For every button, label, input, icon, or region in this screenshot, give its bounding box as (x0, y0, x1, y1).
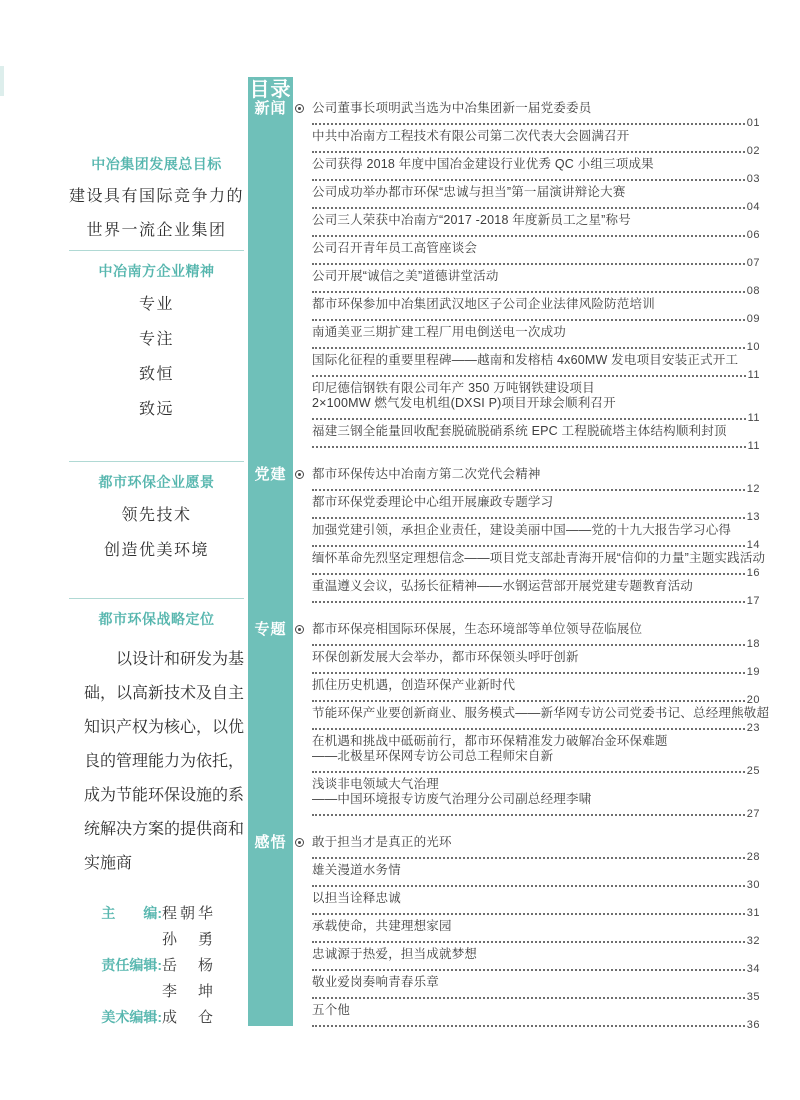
toc-entry-page-number: 27 (746, 808, 760, 820)
sidebar-divider (69, 461, 244, 462)
credit-person-name: 李 坤 (162, 983, 217, 1000)
leader-dots (312, 347, 745, 349)
toc-section (254, 834, 760, 1031)
toc-entry-title (312, 975, 760, 990)
toc-entry-title-line: 都市环保参加中冶集团武汉地区子公司企业法律风险防范培训 (312, 297, 655, 311)
credit-row (96, 1006, 216, 1032)
credit-person-name: 岳 杨 (162, 957, 217, 974)
toc-section-label: 感悟 (254, 834, 287, 851)
leader-dots (312, 601, 745, 603)
leader-dots (312, 517, 745, 519)
toc-entry-title-line: 国际化征程的重要里程碑——越南和发榕桔 4x60MW 发电项目安装正式开工 (312, 353, 739, 367)
credit-role-label: 主 编: (101, 905, 162, 921)
leader-dots (312, 941, 745, 943)
toc-list (254, 100, 770, 1031)
toc-entry-title (312, 325, 760, 340)
leader-dots (312, 644, 745, 646)
toc-entry-title (312, 835, 760, 850)
toc-entry-title-line: 公司董事长项明武当选为中冶集团新一届党委委员 (312, 101, 592, 115)
toc-entry[interactable] (312, 353, 760, 381)
toc-entry-leader (312, 144, 760, 157)
leader-dots (312, 1025, 745, 1027)
toc-entry-title-line: 敬业爱岗奏响青春乐章 (312, 975, 440, 989)
toc-entry-title-line: 忠诚源于热爱，担当成就梦想 (312, 947, 478, 961)
toc-section-entries (312, 622, 770, 820)
toc-entry[interactable] (312, 891, 760, 919)
sidebar-text-line: 领先技术 (121, 507, 192, 524)
toc-entry-title (312, 353, 760, 368)
sidebar-text-line: 世界一流企业集团 (86, 222, 227, 239)
toc-entry-title-line: 加强党建引领，承担企业责任，建设美丽中国——党的十九大报告学习心得 (312, 523, 732, 537)
leader-dots (312, 969, 745, 971)
toc-section-entries (312, 101, 760, 452)
sidebar-block (65, 263, 248, 419)
toc-entry-title-line: ——中国环境报专访废气治理分公司副总经理李啸 (312, 792, 592, 806)
sidebar-block (65, 474, 248, 560)
toc-entry[interactable] (312, 269, 760, 297)
toc-entry-title-line: 公司成功举办都市环保“忠诚与担当”第一届演讲辩论大赛 (312, 185, 626, 199)
toc-entry[interactable] (312, 706, 770, 734)
credit-row (96, 980, 216, 1006)
toc-entry-title-line: 中共中冶南方工程技术有限公司第二次代表大会圆满召开 (312, 129, 630, 143)
toc-entry-page-number: 04 (746, 201, 760, 213)
toc-entry-title-line: 公司开展“诚信之美”道德讲堂活动 (312, 269, 499, 283)
toc-entry-title-line: 都市环保亮相国际环保展，生态环境部等单位领导莅临展位 (312, 622, 643, 636)
toc-entry[interactable] (312, 947, 760, 975)
leader-dots (312, 573, 745, 575)
toc-entry-title (312, 467, 760, 482)
leader-dots (312, 913, 745, 915)
toc-section (254, 621, 770, 820)
sidebar-divider (69, 598, 244, 599)
leader-dots (312, 207, 745, 209)
toc-entry-title (312, 678, 760, 693)
toc-entry-leader (312, 411, 760, 424)
toc-entry[interactable] (312, 495, 760, 523)
sidebar-block-body (65, 643, 248, 881)
sidebar-block-body (65, 507, 248, 560)
leader-dots (312, 123, 745, 125)
toc-entry[interactable] (312, 622, 760, 650)
toc-entry-page-number: 13 (746, 511, 760, 523)
toc-entry-title (312, 129, 760, 144)
page-corner-mark (0, 66, 4, 96)
toc-entry-title (312, 269, 760, 284)
toc-entry-page-number: 20 (746, 694, 760, 706)
sidebar (65, 156, 248, 881)
leader-dots (312, 885, 745, 887)
leader-dots (312, 771, 745, 773)
toc-entry-leader (312, 482, 760, 495)
toc-entry-title (312, 863, 760, 878)
sidebar-text-line: 致恒 (138, 366, 174, 383)
leader-dots (312, 418, 746, 420)
credit-person-name: 孙 勇 (162, 931, 217, 948)
toc-entry[interactable] (312, 241, 760, 269)
leader-dots (312, 489, 745, 491)
toc-entry-leader (312, 878, 760, 891)
sidebar-block (65, 156, 248, 240)
toc-entry-title-line: 公司三人荣获中冶南方“2017 -2018 年度新员工之星”称号 (312, 213, 631, 227)
credit-person-name: 程朝华 (162, 905, 217, 922)
sidebar-text-line: 专业 (138, 296, 174, 313)
leader-dots (312, 375, 746, 377)
toc-entry-page-number: 17 (746, 595, 760, 607)
toc-entry-page-number: 18 (746, 638, 760, 650)
toc-entry-page-number: 11 (747, 412, 760, 424)
toc-entry-title (312, 1003, 760, 1018)
toc-entry-title (312, 297, 760, 312)
toc-entry-title-line: 浅谈非电领域大气治理 (312, 777, 440, 791)
toc-entry-title (312, 579, 760, 594)
toc-entry-page-number: 31 (746, 907, 760, 919)
toc-entry-page-number: 36 (746, 1019, 760, 1031)
toc-entry[interactable] (312, 678, 760, 706)
leader-dots (312, 814, 745, 816)
toc-section-entries (312, 467, 766, 607)
credit-person-name: 成 仓 (162, 1009, 217, 1026)
toc-entry[interactable] (312, 919, 760, 947)
toc-entry-title-line: 福建三钢全能量回收配套脱硫脱硝系统 EPC 工程脱硫塔主体结构顺利封顶 (312, 424, 727, 438)
toc-entry-title (312, 157, 760, 172)
leader-dots (312, 319, 745, 321)
toc-entry-page-number: 09 (746, 313, 760, 325)
toc-entry-title (312, 213, 760, 228)
toc-section-label: 党建 (254, 466, 287, 483)
toc-entry-title-line: 印尼德信钢铁有限公司年产 350 万吨钢铁建设项目 (312, 381, 595, 395)
toc-entry-leader (312, 566, 760, 579)
toc-entry[interactable] (312, 835, 760, 863)
leader-dots (312, 151, 745, 153)
section-color-band (248, 77, 293, 1026)
toc-entry[interactable] (312, 297, 760, 325)
toc-entry-page-number: 07 (746, 257, 760, 269)
editor-credits (96, 902, 216, 1032)
toc-entry-leader (312, 439, 760, 452)
credit-row (96, 954, 216, 980)
toc-entry-page-number: 10 (746, 341, 760, 353)
leader-dots (312, 235, 745, 237)
leader-dots (312, 857, 745, 859)
toc-entry-leader (312, 637, 760, 650)
leader-dots (312, 700, 745, 702)
toc-section-label: 专题 (254, 621, 287, 638)
toc-entry-page-number: 11 (747, 440, 760, 452)
toc-entry-page-number: 28 (746, 851, 760, 863)
leader-dots (312, 446, 746, 448)
toc-entry-page-number: 16 (746, 567, 760, 579)
toc-entry[interactable] (312, 101, 760, 129)
toc-entry-title-line: 抓住历史机遇，创造环保产业新时代 (312, 678, 516, 692)
toc-entry-page-number: 25 (746, 765, 760, 777)
sidebar-text-line: 建设具有国际竞争力的 (68, 188, 244, 205)
toc-entry-title (312, 101, 760, 116)
sidebar-text-line: 致远 (138, 401, 174, 418)
leader-dots (312, 545, 745, 547)
toc-entry-title-line: 南通美亚三期扩建工程厂用电倒送电一次成功 (312, 325, 567, 339)
toc-section-entries (312, 835, 760, 1031)
toc-entry-title (312, 424, 760, 439)
leader-dots (312, 728, 745, 730)
toc-entry-leader (312, 172, 760, 185)
toc-entry-page-number: 34 (746, 963, 760, 975)
toc-entry-title-line: 都市环保传达中冶南方第二次党代会精神 (312, 467, 541, 481)
toc-entry-leader (312, 850, 760, 863)
toc-entry-title-line: 都市环保党委理论中心组开展廉政专题学习 (312, 495, 554, 509)
toc-entry-leader (312, 200, 760, 213)
toc-entry-title (312, 891, 760, 906)
sidebar-block-body (65, 296, 248, 419)
toc-entry-leader (312, 764, 760, 777)
toc-entry-title-line: 节能环保产业要创新商业、服务模式——新华网专访公司党委书记、总经理熊敬超 (312, 706, 770, 720)
toc-entry[interactable] (312, 325, 760, 353)
toc-entry-leader (312, 934, 760, 947)
toc-entry[interactable] (312, 467, 760, 495)
toc-entry-page-number: 11 (747, 369, 760, 381)
toc-entry-title (312, 551, 766, 566)
toc-entry-title (312, 706, 770, 721)
toc-entry-leader (312, 693, 760, 706)
toc-entry-title-line: 五个他 (312, 1003, 351, 1017)
toc-entry[interactable] (312, 1003, 760, 1031)
toc-entry-title (312, 947, 760, 962)
section-bullet-icon (295, 838, 304, 847)
toc-page-title: 目录 (249, 79, 292, 101)
toc-entry[interactable] (312, 213, 760, 241)
toc-entry-page-number: 06 (746, 229, 760, 241)
sidebar-text-line: 创造优美环境 (103, 542, 209, 559)
toc-entry[interactable] (312, 523, 760, 551)
toc-entry[interactable] (312, 863, 760, 891)
toc-entry[interactable] (312, 975, 760, 1003)
toc-entry-leader (312, 538, 760, 551)
credit-role-label: 美术编辑: (101, 1009, 162, 1025)
toc-entry-leader (312, 665, 760, 678)
toc-entry-page-number: 30 (746, 879, 760, 891)
toc-entry-leader (312, 284, 760, 297)
toc-entry-title (312, 523, 760, 538)
toc-entry-title-line: 公司召开青年员工高管座谈会 (312, 241, 478, 255)
section-bullet-icon (295, 625, 304, 634)
toc-entry-page-number: 32 (746, 935, 760, 947)
toc-entry-title-line: 重温遵义会议，弘扬长征精神——水钢运营部开展党建专题教育活动 (312, 579, 694, 593)
toc-entry-title (312, 241, 760, 256)
toc-entry-leader (312, 256, 760, 269)
toc-entry-title-line: 以担当诠释忠诚 (312, 891, 401, 905)
toc-entry-page-number: 35 (746, 991, 760, 1003)
toc-entry-leader (312, 510, 760, 523)
toc-entry-title (312, 495, 760, 510)
toc-entry-leader (312, 807, 760, 820)
section-bullet-icon (295, 104, 304, 113)
leader-dots (312, 997, 745, 999)
toc-entry-page-number: 01 (746, 117, 760, 129)
sidebar-block-heading: 中冶南方企业精神 (98, 263, 215, 279)
toc-entry-leader (312, 721, 760, 734)
toc-entry-leader (312, 228, 760, 241)
sidebar-block-heading: 都市环保企业愿景 (98, 474, 215, 490)
toc-entry[interactable] (312, 381, 760, 424)
sidebar-block (65, 611, 248, 881)
toc-entry-page-number: 12 (746, 483, 760, 495)
credit-row (96, 902, 216, 928)
leader-dots (312, 263, 745, 265)
credit-row (96, 928, 216, 954)
sidebar-block-heading: 都市环保战略定位 (98, 611, 215, 627)
sidebar-text-line: 专注 (138, 331, 174, 348)
toc-entry[interactable] (312, 424, 760, 452)
leader-dots (312, 672, 745, 674)
section-bullet-icon (295, 470, 304, 479)
toc-entry-page-number: 03 (746, 173, 760, 185)
toc-entry-title (312, 381, 760, 411)
toc-entry[interactable] (312, 650, 760, 678)
toc-entry-title-line: 在机遇和挑战中砥砺前行，都市环保精准发力破解冶金环保难题 (312, 734, 668, 748)
toc-entry-title (312, 650, 760, 665)
toc-entry-leader (312, 312, 760, 325)
toc-entry-leader (312, 1018, 760, 1031)
toc-entry-leader (312, 340, 760, 353)
toc-entry-leader (312, 116, 760, 129)
toc-section-label: 新闻 (254, 100, 287, 117)
toc-entry[interactable] (312, 129, 760, 157)
toc-entry-leader (312, 962, 760, 975)
toc-entry-leader (312, 368, 760, 381)
toc-entry-title-line: 缅怀革命先烈坚定理想信念——项目党支部赴青海开展“信仰的力量”主题实践活动 (312, 551, 766, 565)
toc-entry[interactable] (312, 734, 760, 777)
toc-entry-title (312, 919, 760, 934)
toc-entry-page-number: 08 (746, 285, 760, 297)
toc-entry-title-line: 2×100MW 燃气发电机组(DXSI P)项目开球会顺利召开 (312, 396, 616, 410)
leader-dots (312, 291, 745, 293)
toc-entry-title-line: 公司获得 2018 年度中国冶金建设行业优秀 QC 小组三项成果 (312, 157, 654, 171)
toc-entry-title (312, 622, 760, 637)
sidebar-divider (69, 250, 244, 251)
toc-entry-title-line: 承载使命，共建理想家园 (312, 919, 452, 933)
sidebar-paragraph: 以设计和研发为基础，以高新技术及自主知识产权为核心，以优良的管理能力为依托，成为节能环保设施的系统解决方案的提供商和实施商 (84, 651, 245, 872)
toc-section (254, 466, 766, 607)
toc-entry[interactable] (312, 157, 760, 185)
sidebar-block-body (65, 188, 248, 240)
toc-entry-title (312, 185, 760, 200)
toc-entry-title (312, 734, 760, 764)
toc-entry-leader (312, 906, 760, 919)
toc-entry-title-line: ——北极星环保网专访公司总工程师宋自新 (312, 749, 554, 763)
toc-entry-page-number: 19 (746, 666, 760, 678)
credit-role-label: 责任编辑: (101, 957, 162, 973)
toc-entry-page-number: 23 (746, 722, 760, 734)
toc-entry-title-line: 敢于担当才是真正的光环 (312, 835, 452, 849)
sidebar-block-heading: 中冶集团发展总目标 (91, 156, 222, 172)
toc-entry-title (312, 777, 760, 807)
toc-entry-leader (312, 594, 760, 607)
toc-entry-title-line: 环保创新发展大会举办，都市环保领头呼吁创新 (312, 650, 579, 664)
toc-entry-leader (312, 990, 760, 1003)
leader-dots (312, 179, 745, 181)
toc-entry[interactable] (312, 777, 760, 820)
toc-section (254, 100, 760, 452)
toc-entry-page-number: 14 (746, 539, 760, 551)
toc-entry[interactable] (312, 579, 760, 607)
toc-entry-page-number: 02 (746, 145, 760, 157)
toc-entry[interactable] (312, 551, 766, 579)
toc-entry[interactable] (312, 185, 760, 213)
toc-entry-title-line: 雄关漫道水务情 (312, 863, 401, 877)
